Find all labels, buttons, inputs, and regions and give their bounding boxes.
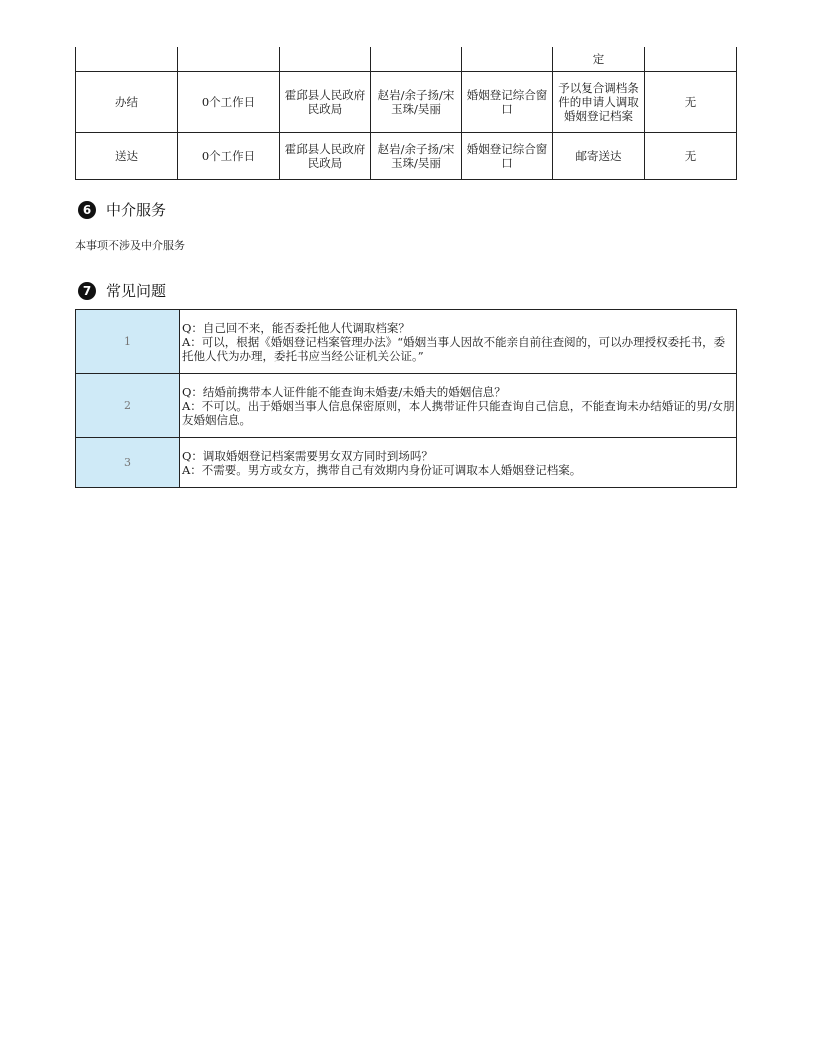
intermediary-service-text: 本事项不涉及中介服务 (75, 239, 185, 252)
faq-content-cell (180, 438, 737, 488)
table-cell (462, 47, 553, 72)
result-cell: 予以复合调档条件的申请人调取婚姻登记档案 (553, 72, 645, 133)
table-cell (371, 47, 462, 72)
faq-answer: A：不需要。男方或女方，携带自己有效期内身份证可调取本人婚姻登记档案。 (182, 462, 582, 477)
faq-row (76, 310, 737, 374)
table-cell (280, 47, 371, 72)
staff-cell: 赵岩/余子扬/宋玉珠/吴丽 (371, 72, 462, 133)
table-cell (178, 47, 280, 72)
section-title: 中介服务 (106, 201, 167, 219)
table-cell (76, 47, 178, 72)
section-number-badge: 6 (78, 201, 96, 219)
process-steps-table (75, 47, 737, 180)
location-cell: 婚姻登记综合窗口 (462, 72, 553, 133)
fee-cell: 无 (645, 72, 737, 133)
section-6-heading (78, 199, 166, 220)
staff-cell: 赵岩/余子扬/宋玉珠/吴丽 (371, 133, 462, 180)
section-title: 常见问题 (106, 282, 167, 300)
faq-table (75, 309, 737, 488)
location-cell: 婚姻登记综合窗口 (462, 133, 553, 180)
table-row-continued (76, 47, 737, 72)
table-cell: 定 (553, 47, 645, 72)
faq-row (76, 374, 737, 438)
table-cell (645, 47, 737, 72)
time-limit-cell: 0个工作日 (178, 133, 280, 180)
faq-question: Q：调取婚姻登记档案需要男女双方同时到场吗？ (182, 448, 433, 463)
faq-answer: A：可以，根据《婚姻登记档案管理办法》“婚姻当事人因故不能亲自前往查阅的，可以办理授权委托书，委托他人代为办理，委托书应当经公证机关公证。” (182, 334, 726, 363)
department-cell: 霍邱县人民政府民政局 (280, 72, 371, 133)
table-row-handle (76, 72, 737, 133)
time-limit-cell: 0个工作日 (178, 72, 280, 133)
faq-number-cell: 3 (76, 438, 180, 488)
result-cell: 邮寄送达 (553, 133, 645, 180)
faq-row (76, 438, 737, 488)
step-name-cell: 送达 (76, 133, 178, 180)
faq-question: Q：结婚前携带本人证件能不能查询未婚妻/未婚夫的婚姻信息？ (182, 384, 506, 399)
faq-answer: A：不可以。出于婚姻当事人信息保密原则，本人携带证件只能查询自己信息，不能查询未办结婚证的男/女朋友婚姻信息。 (182, 398, 735, 427)
table-row-deliver (76, 133, 737, 180)
faq-number-cell: 2 (76, 374, 180, 438)
department-cell: 霍邱县人民政府民政局 (280, 133, 371, 180)
step-name-cell: 办结 (76, 72, 178, 133)
section-7-heading (78, 280, 166, 301)
faq-question: Q：自己回不来，能否委托他人代调取档案？ (182, 320, 410, 335)
faq-content-cell (180, 310, 737, 374)
fee-cell: 无 (645, 133, 737, 180)
faq-number-cell: 1 (76, 310, 180, 374)
section-number-badge: 7 (78, 282, 96, 300)
faq-content-cell (180, 374, 737, 438)
